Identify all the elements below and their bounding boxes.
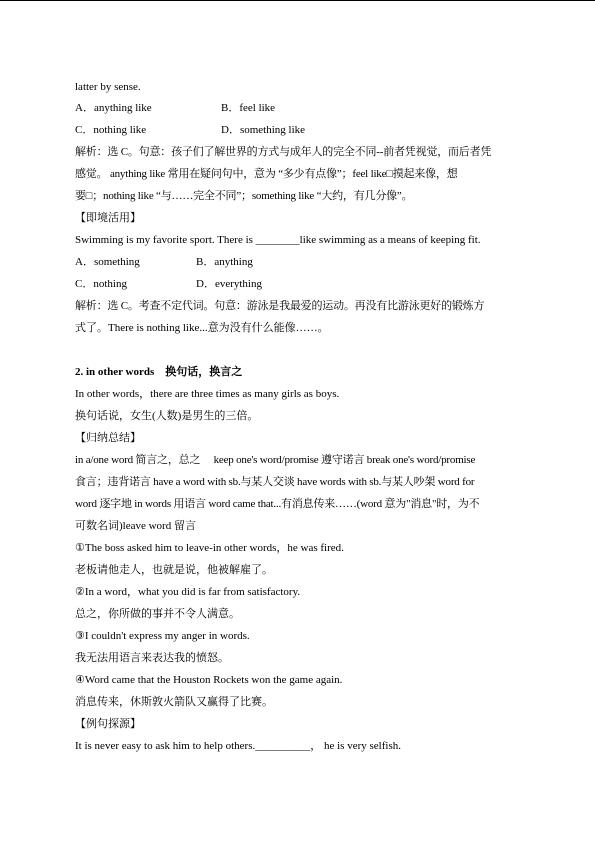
practice-heading: 【即境活用】 xyxy=(75,212,141,224)
summary-line-3: word 逐字地 in words 用语言 word came that...有消息传来……(word 意为"消息"时，为不 xyxy=(75,498,480,510)
example-1-en: ①The boss asked him to leave-in other words，he was fired. xyxy=(75,542,344,554)
q-analysis-line-1: 解析：选 C。考查不定代词。句意：游泳是我最爱的运动。再没有比游泳更好的锻炼方 xyxy=(75,300,485,312)
source-sentence: It is never easy to ask him to help others.__________， he is very selfish. xyxy=(75,740,401,752)
text-line-latter: latter by sense. xyxy=(75,81,141,93)
option-d: D．something like xyxy=(221,124,306,136)
option-b: B．feel like xyxy=(221,102,276,114)
header-rule xyxy=(0,0,595,1)
q-option-d: D．everything xyxy=(196,278,262,290)
analysis-line-2: 感觉。 anything like 常用在疑问句中，意为 “多少有点像”；feel like□摸起来像，想 xyxy=(75,168,458,180)
example-4-en: ④Word came that the Houston Rockets won the game again. xyxy=(75,674,343,686)
example-2-zh: 总之，你所做的事并不令人满意。 xyxy=(75,608,240,620)
example-4-zh: 消息传来，休斯敦火箭队又赢得了比赛。 xyxy=(75,696,273,708)
example-en: In other words，there are three times as many girls as boys. xyxy=(75,388,340,400)
analysis-line-3: 要□；nothing like “与……完全不同”；something like “大约，有几分像”。 xyxy=(75,190,413,202)
summary-line-2: 食言；违背诺言 have a word with sb.与某人交谈 have words with sb.与某人吵架 word for xyxy=(75,476,475,488)
example-2-en: ②In a word，what you did is far from satisfactory. xyxy=(75,586,301,598)
example-1-zh: 老板请他走人，也就是说，他被解雇了。 xyxy=(75,564,273,576)
example-3-zh: 我无法用语言来表达我的愤怒。 xyxy=(75,652,229,664)
q-option-b: B．anything xyxy=(196,256,253,268)
summary-line-1: in a/one word 简言之，总之 keep one's word/promise 遵守诺言 break one's word/promise xyxy=(75,454,476,466)
summary-heading: 【归纳总结】 xyxy=(75,432,141,444)
question-options-row-cd xyxy=(75,277,535,291)
section-heading: 2. in other words 换句话，换言之 xyxy=(75,366,243,378)
option-c: C．nothing like xyxy=(75,124,147,136)
example-zh: 换句话说，女生(人数)是男生的三倍。 xyxy=(75,410,259,422)
example-3-en: ③I couldn't express my anger in words. xyxy=(75,630,250,642)
q-analysis-line-2: 式了。There is nothing like...意为没有什么能像……。 xyxy=(75,322,329,334)
analysis-line-1: 解析：选 C。句意：孩子们了解世界的方式与成年人的完全不同--前者凭视觉，而后者凭 xyxy=(75,146,492,158)
options-row-ab xyxy=(75,101,535,115)
option-a: A．anything like xyxy=(75,102,152,114)
summary-line-4: 可数名词)leave word 留言 xyxy=(75,520,196,532)
options-row-cd xyxy=(75,123,535,137)
source-heading: 【例句探源】 xyxy=(75,718,141,730)
q-option-a: A．something xyxy=(75,256,140,268)
question-options-row-ab xyxy=(75,255,535,269)
practice-question: Swimming is my favorite sport. There is ________like swimming as a means of keeping fit. xyxy=(75,234,481,246)
q-option-c: C．nothing xyxy=(75,278,127,290)
